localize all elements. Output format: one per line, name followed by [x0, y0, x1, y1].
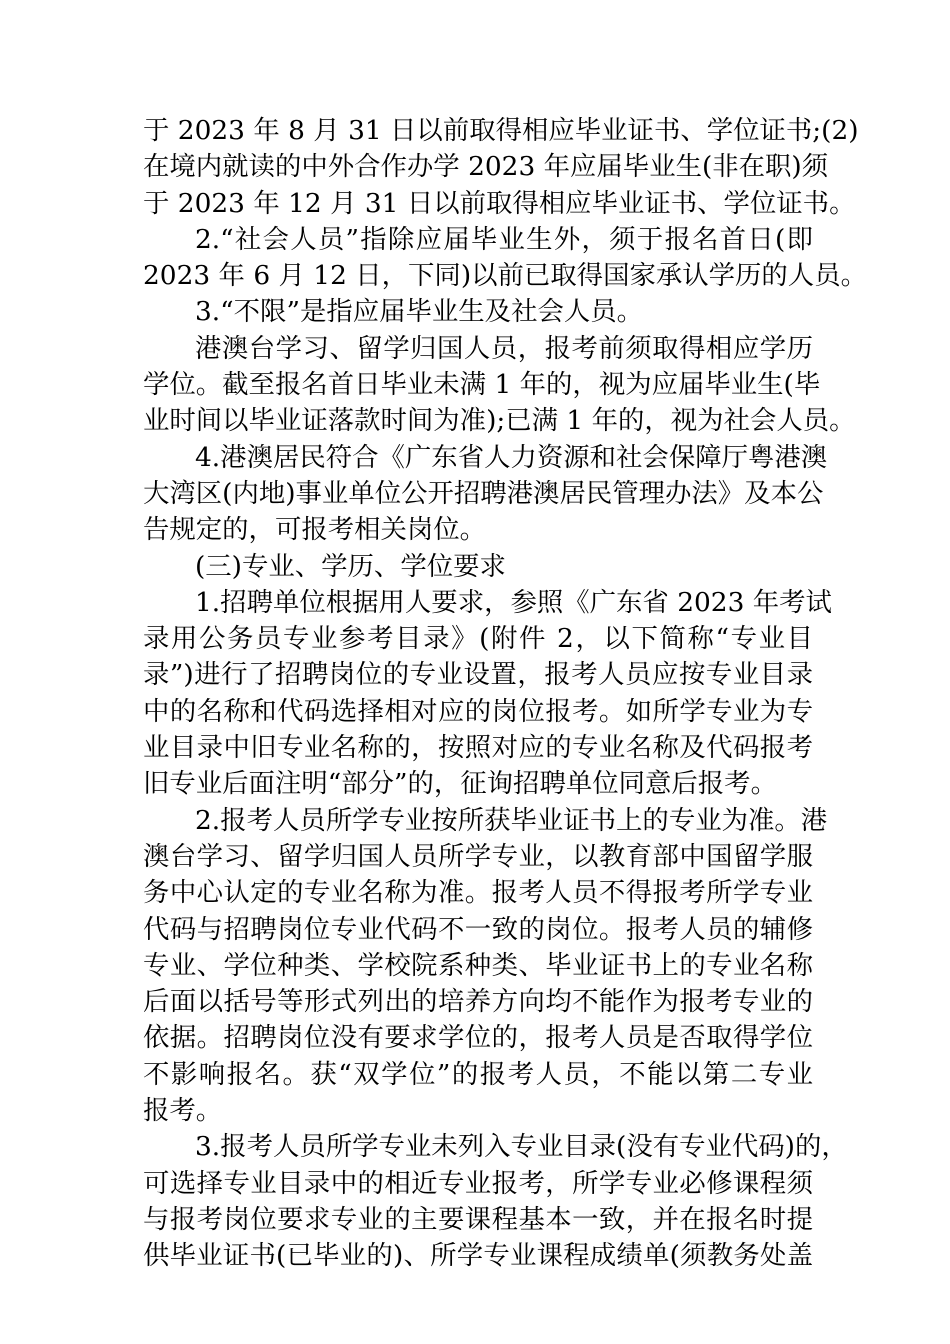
text-line: 3.报考人员所学专业未列入专业目录(没有专业代码)的， [195, 1131, 848, 1163]
text-line: 务中心认定的专业名称为准。报考人员不得报考所学专业 [143, 877, 813, 909]
text-line: 2.报考人员所学专业按所获毕业证书上的专业为准。港 [195, 804, 828, 836]
text-line: 中的名称和代码选择相对应的岗位报考。如所学专业为专 [143, 695, 813, 727]
text-line: 港澳台学习、留学归国人员，报考前须取得相应学历 [195, 332, 813, 364]
text-line: 供毕业证书(已毕业的)、所学专业课程成绩单(须教务处盖 [143, 1240, 813, 1272]
text-line: 于 2023 年 12 月 31 日以前取得相应毕业证书、学位证书。 [143, 187, 856, 219]
text-line: 3.“不限”是指应届毕业生及社会人员。 [195, 296, 644, 328]
text-line: 1.招聘单位根据用人要求，参照《广东省 2023 年考试 [195, 586, 832, 618]
text-line: 业目录中旧专业名称的，按照对应的专业名称及代码报考 [143, 732, 813, 764]
text-line: 于 2023 年 8 月 31 日以前取得相应毕业证书、学位证书;(2) [143, 115, 859, 146]
text-line: 不影响报名。获“双学位”的报考人员，不能以第二专业 [143, 1058, 813, 1090]
text-line: 专业、学位种类、学校院系种类、毕业证书上的专业名称 [143, 949, 813, 981]
text-line: 4.港澳居民符合《广东省人力资源和社会保障厅粤港澳 [195, 441, 828, 473]
text-line: 可选择专业目录中的相近专业报考，所学专业必修课程须 [143, 1167, 813, 1199]
text-line: 2023 年 6 月 12 日，下同)以前已取得国家承认学历的人员。 [143, 260, 867, 292]
text-line: 澳台学习、留学归国人员所学专业，以教育部中国留学服 [143, 840, 813, 872]
text-line: 录用公务员专业参考目录》(附件 2，以下简称“专业目 [143, 623, 813, 655]
text-line: 与报考岗位要求专业的主要课程基本一致，并在报名时提 [143, 1203, 813, 1235]
text-line: 在境内就读的中外合作办学 2023 年应届毕业生(非在职)须 [143, 151, 829, 183]
text-line: 学位。截至报名首日毕业未满 1 年的，视为应届毕业生(毕 [143, 369, 821, 401]
text-line: 代码与招聘岗位专业代码不一致的岗位。报考人员的辅修 [143, 913, 813, 945]
text-line: 大湾区(内地)事业单位公开招聘港澳居民管理办法》及本公 [143, 477, 824, 509]
text-line: 报考。 [143, 1095, 223, 1127]
text-line: 业时间以毕业证落款时间为准);已满 1 年的，视为社会人员。 [143, 405, 856, 437]
text-line: 依据。招聘岗位没有要求学位的，报考人员是否取得学位 [143, 1022, 813, 1054]
text-line: 录”)进行了招聘岗位的专业设置，报考人员应按专业目录 [143, 659, 813, 691]
text-line: 旧专业后面注明“部分”的，征询招聘单位同意后报考。 [143, 768, 777, 800]
text-line: 告规定的，可报考相关岗位。 [143, 514, 487, 546]
text-line: (三)专业、学历、学位要求 [195, 550, 506, 582]
document-body [143, 113, 867, 1275]
text-line: 2.“社会人员”指除应届毕业生外，须于报名首日(即 [195, 223, 813, 255]
text-line: 后面以括号等形式列出的培养方向均不能作为报考专业的 [143, 986, 813, 1018]
